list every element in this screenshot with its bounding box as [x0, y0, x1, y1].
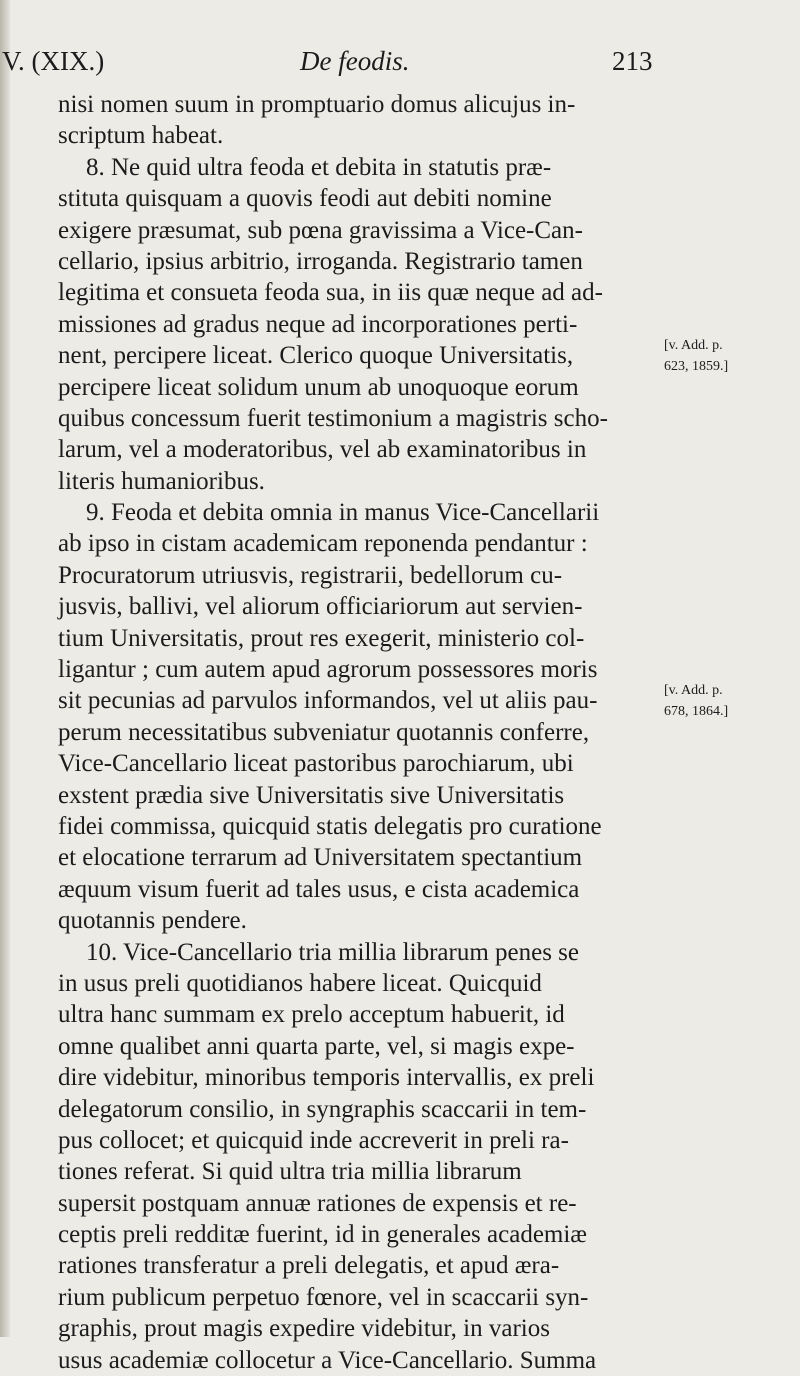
text-line: et elocatione terrarum ad Universitatem spectantium — [58, 844, 583, 872]
margin-note-line: [v. Add. p. — [664, 683, 723, 698]
margin-note-addendum-1864 — [664, 680, 800, 722]
text-line: Vice-Cancellario liceat pastoribus parochiarum, ubi — [58, 750, 574, 778]
text-line: ceptis preli redditæ fuerint, id in generales academiæ — [58, 1221, 587, 1249]
text-line: exstent prædia sive Universitatis sive Universitatis — [58, 781, 565, 809]
body-text — [58, 89, 658, 1376]
text-line: nent, percipere liceat. Clerico quoque Universitatis, — [58, 342, 574, 370]
text-line: sit pecunias ad parvulos informandos, vel ut aliis pau- — [58, 687, 598, 715]
text-line: scriptum habeat. — [58, 122, 224, 150]
text-line: supersit postquam annuæ rationes de expensis et re- — [58, 1189, 577, 1217]
text-line: graphis, prout magis expedire videbitur, in varios — [58, 1315, 550, 1343]
text-line: cellario, ipsius arbitrio, irroganda. Registrario tamen — [58, 247, 583, 275]
text-line: nisi nomen suum in promptuario domus alicujus in- — [58, 91, 576, 118]
text-line: quotannis pendere. — [58, 907, 247, 935]
text-line: exigere præsumat, sub pœna gravissima a Vice-Can- — [58, 216, 583, 244]
margin-note-line: [v. Add. p. — [664, 338, 723, 353]
text-line: rationes transferatur a preli delegatis, et apud æra- — [58, 1252, 560, 1280]
text-line: Procuratorum utriusvis, registrarii, bedellorum cu- — [58, 561, 563, 589]
text-line: legitima et consueta feoda sua, in iis quæ neque ad ad- — [58, 279, 603, 307]
text-line: jusvis, ballivi, vel aliorum officiariorum aut servien- — [58, 593, 583, 621]
section-reference: V. (XIX.) — [2, 46, 105, 76]
text-line: missiones ad gradus neque ad incorporationes perti- — [58, 310, 578, 338]
text-line: stituta quisquam a quovis feodi aut debiti nomine — [58, 185, 552, 213]
text-line: dire videbitur, minoribus temporis intervallis, ex preli — [58, 1064, 595, 1092]
text-line: in usus preli quotidianos habere liceat. Quicquid — [58, 969, 542, 997]
running-header — [0, 46, 800, 86]
text-line: æquum visum fuerit ad tales usus, e cista academica — [58, 875, 580, 903]
text-line: larum, vel a moderatoribus, vel ab examinatoribus in — [58, 436, 587, 464]
page-number: 213 — [612, 46, 653, 76]
text-line: rium publicum perpetuo fœnore, vel in scaccarii syn- — [58, 1283, 589, 1311]
text-line: ab ipso in cistam academicam reponenda pendantur : — [58, 530, 588, 558]
text-line: tium Universitatis, prout res exegerit, ministerio col- — [58, 624, 585, 652]
text-line: 10. Vice-Cancellario tria millia librarum penes se — [86, 938, 580, 966]
text-line: delegatorum consilio, in syngraphis scaccarii in tem- — [58, 1095, 587, 1123]
text-line: perum necessitatibus subveniatur quotannis conferre, — [58, 718, 590, 746]
text-line: omne qualibet anni quarta parte, vel, si magis expe- — [58, 1032, 575, 1060]
text-line: ultra hanc summam ex prelo acceptum habuerit, id — [58, 1001, 565, 1029]
text-line: pus collocet; et quicquid inde accreverit in preli ra- — [58, 1126, 569, 1154]
text-line: percipere liceat solidum unum ab unoquoque eorum — [58, 373, 579, 401]
margin-note-line: 623, 1859.] — [664, 359, 729, 374]
page-binding-edge — [0, 0, 10, 1337]
text-line: 9. Feoda et debita omnia in manus Vice-Cancellarii — [86, 499, 600, 527]
text-line: literis humanioribus. — [58, 467, 265, 495]
margin-note-addendum-1859 — [664, 335, 800, 377]
text-line: usus academiæ collocetur a Vice-Cancellario. Summa — [58, 1346, 597, 1374]
text-line: ligantur ; cum autem apud agrorum possessores moris — [58, 656, 598, 684]
running-title: De feodis. — [300, 46, 410, 76]
text-line: fidei commissa, quicquid statis delegatis pro curatione — [58, 812, 602, 840]
margin-note-line: 678, 1864.] — [664, 704, 729, 719]
text-line: tiones referat. Si quid ultra tria millia librarum — [58, 1158, 522, 1186]
text-line: quibus concessum fuerit testimonium a magistris scho- — [58, 404, 608, 432]
text-line: 8. Ne quid ultra feoda et debita in statutis præ- — [86, 153, 552, 181]
